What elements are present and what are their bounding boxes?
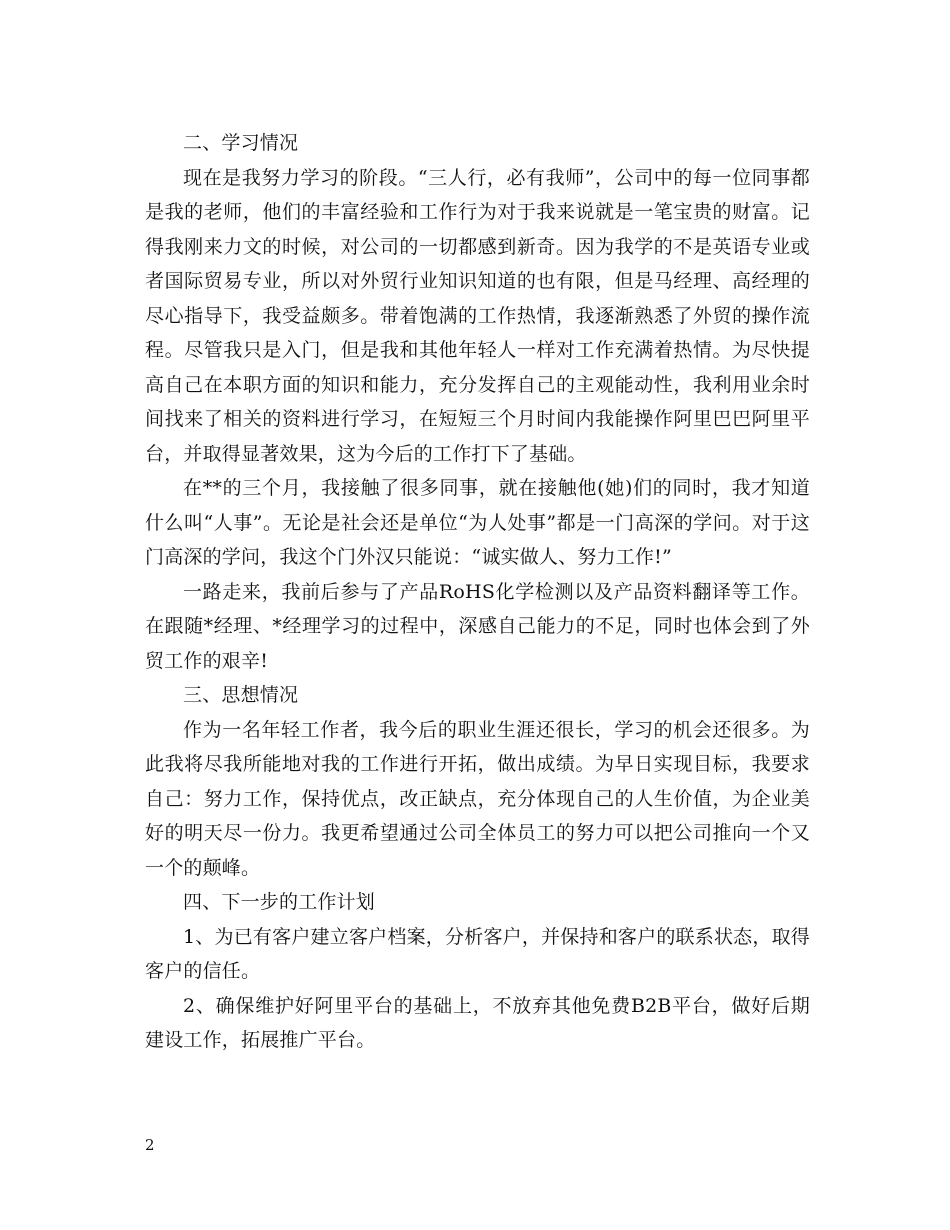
document-body [145,126,810,1058]
plan-item-1: 1、为已有客户建立客户档案，分析客户，并保持和客户的联系状态，取得客户的信任。 [145,925,810,982]
section-heading-study: 二、学习情况 [183,132,299,154]
paragraph-study-2: 在**的三个月，我接触了很多同事，就在接触他(她)们的同时，我才知道什么叫“人事”。无论是社会还是单位“为人处事”都是一门高深的学问。对于这门高深的学问，我这个门外汉只能说：“诚实做人、努力工作!” [145,477,810,568]
paragraph-study-1: 现在是我努力学习的阶段。“三人行，必有我师”，公司中的每一位同事都是我的老师，他们的丰富经验和工作行为对于我来说就是一笔宝贵的财富。记得我刚来力文的时候，对公司的一切都感到新奇。因为我学的不是英语专业或者国际贸易专业，所以对外贸行业知识知道的也有限，但是马经理、高经理的尽心指导下，我受益颇多。带着饱满的工作热情，我逐渐熟悉了外贸的操作流程。尽管我只是入门，但是我和其他年轻人一样对工作充满着热情。为尽快提高自己在本职方面的知识和能力，充分发挥自己的主观能动性，我利用业余时间找来了相关的资料进行学习，在短短三个月时间内我能操作阿里巴巴阿里平台，并取得显著效果，这为今后的工作打下了基础。 [145,166,810,465]
plan-item-2: 2、确保维护好阿里平台的基础上，不放弃其他免费B2B平台，做好后期建设工作，拓展推广平台。 [145,994,810,1051]
paragraph-thought-1: 作为一名年轻工作者，我今后的职业生涯还很长，学习的机会还很多。为此我将尽我所能地对我的工作进行开拓，做出成绩。为早日实现目标，我要求自己：努力工作，保持优点，改正缺点，充分体现自己的人生价值，为企业美好的明天尽一份力。我更希望通过公司全体员工的努力可以把公司推向一个又一个的颠峰。 [145,718,810,879]
section-heading-thought: 三、思想情况 [183,684,299,706]
page-number: 2 [145,1136,155,1154]
paragraph-study-3: 一路走来，我前后参与了产品RoHS化学检测以及产品资料翻译等工作。在跟随*经理、*经理学习的过程中，深感自己能力的不足，同时也体会到了外贸工作的艰辛! [145,580,810,672]
section-heading-plan: 四、下一步的工作计划 [183,891,376,913]
